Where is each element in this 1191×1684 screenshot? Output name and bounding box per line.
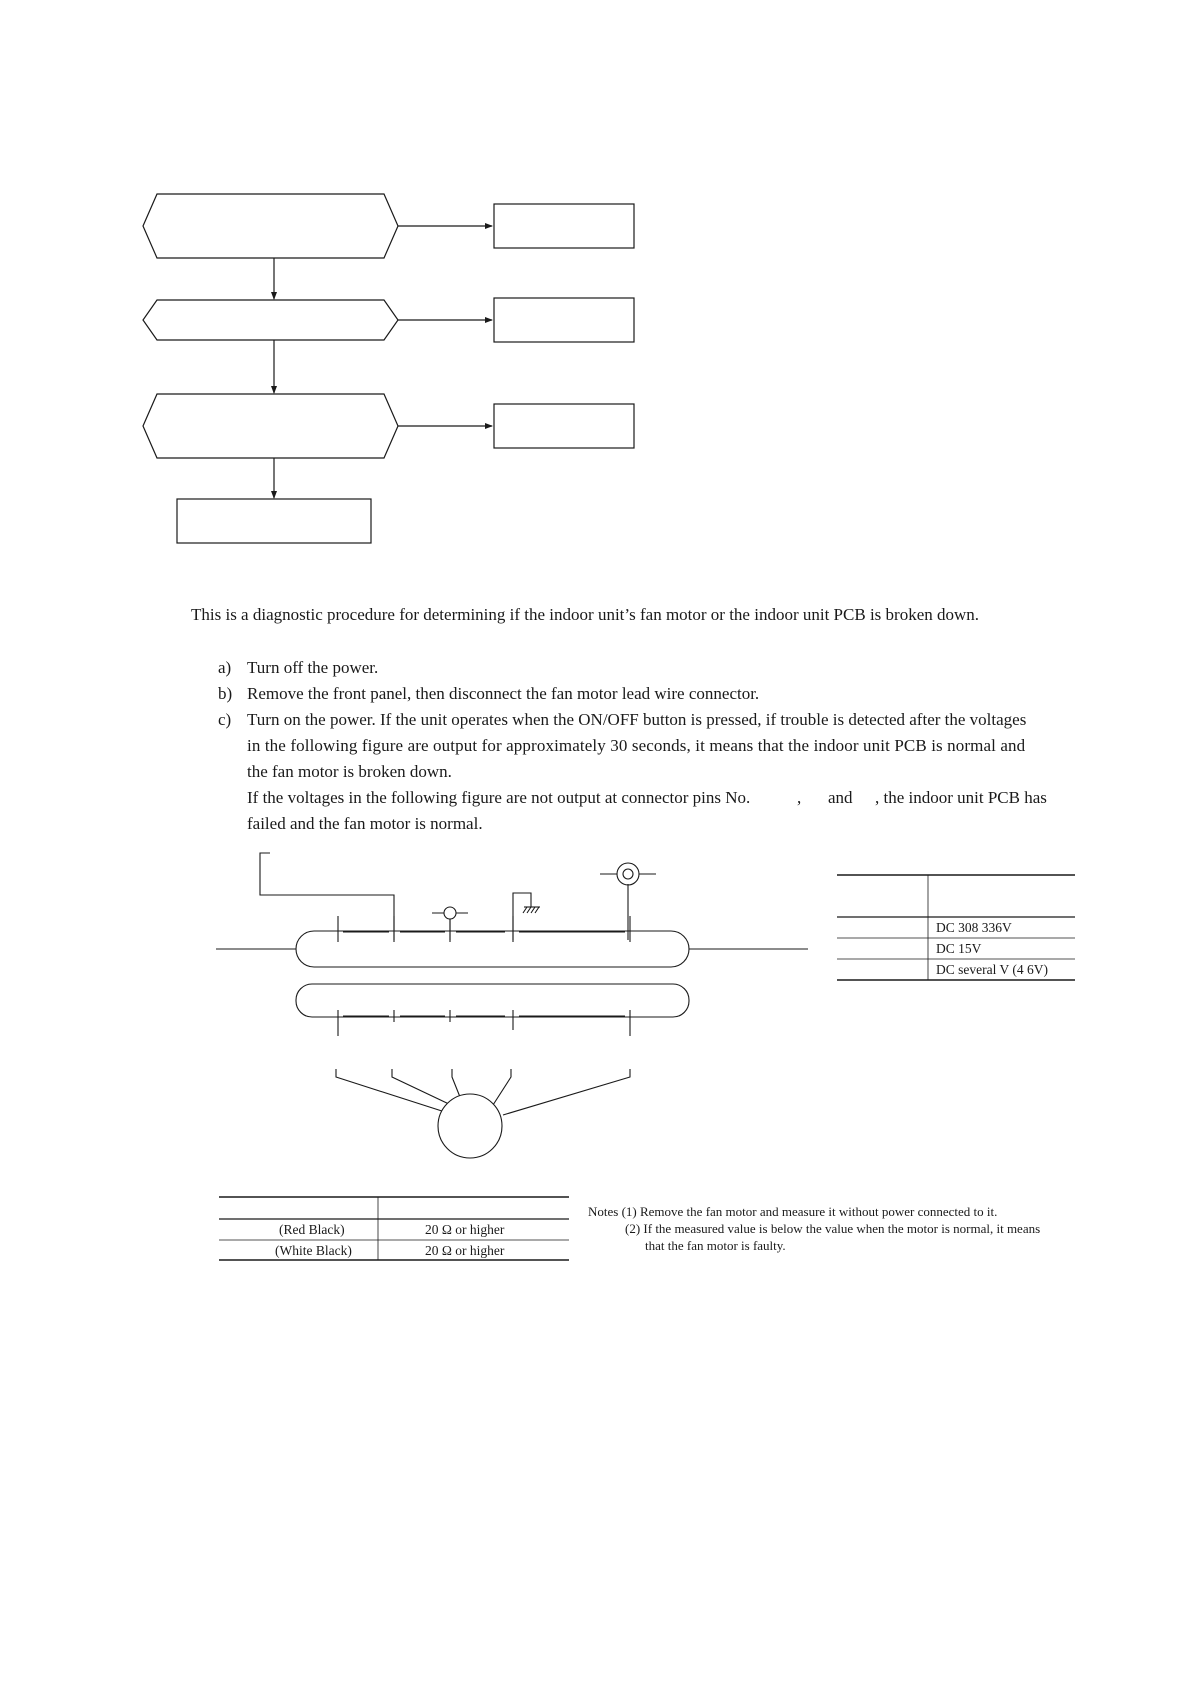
- followup-and: and: [828, 788, 853, 807]
- step-c-marker: c): [218, 710, 232, 729]
- step-a-text: Turn off the power.: [247, 658, 379, 677]
- followup-comma: ,: [797, 788, 802, 807]
- resistance-pair-1: (Red Black): [279, 1222, 345, 1237]
- resistance-pair-2: (White Black): [275, 1243, 352, 1258]
- note-2-line-2: that the fan motor is faulty.: [645, 1238, 786, 1253]
- intro-paragraph: This is a diagnostic procedure for determining if the indoor unit’s fan motor or the indoor unit PCB is broken down.: [191, 605, 980, 624]
- note-1: Notes (1) Remove the fan motor and measure it without power connected to it.: [588, 1204, 998, 1219]
- step-c-line-2: in the following figure are output for approximately 30 seconds, it means that the indoor unit PCB is normal and: [247, 736, 1026, 755]
- step-c-line-3: the fan motor is broken down.: [247, 762, 452, 781]
- followup-line-1b: , the indoor unit PCB has: [875, 788, 1047, 807]
- step-a-marker: a): [218, 658, 232, 677]
- resistance-value-1: 20 Ω or higher: [425, 1222, 505, 1237]
- voltage-value-2: DC 15V: [936, 941, 982, 956]
- resistance-value-2: 20 Ω or higher: [425, 1243, 505, 1258]
- step-c-line-1: Turn on the power. If the unit operates when the ON/OFF button is pressed, if trouble is detected after the voltages: [247, 710, 1027, 729]
- voltage-value-1: DC 308 336V: [936, 920, 1012, 935]
- step-b-marker: b): [218, 684, 233, 703]
- voltage-value-3: DC several V (4 6V): [936, 962, 1048, 977]
- followup-line-2: failed and the fan motor is normal.: [247, 814, 483, 833]
- followup-line-1a: If the voltages in the following figure are not output at connector pins No.: [247, 788, 751, 807]
- step-b-text: Remove the front panel, then disconnect the fan motor lead wire connector.: [247, 684, 760, 703]
- fan-motor-symbol: [438, 1094, 502, 1158]
- note-2-line-1: (2) If the measured value is below the value when the motor is normal, it means: [625, 1221, 1041, 1236]
